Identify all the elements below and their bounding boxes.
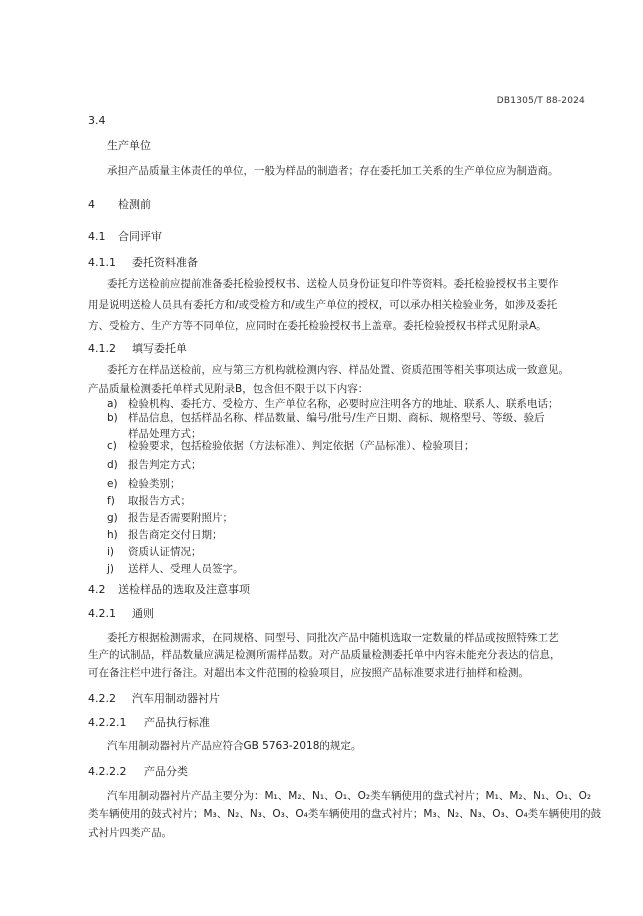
paragraph-line: 汽车用制动器衬片产品主要分为：M₁、M₂、N₁、O₁、O₂类车辆使用的盘式衬片；M₁、M₂、N₁、O₁、O₂ — [107, 790, 592, 802]
list-text: 报告判定方式； — [128, 459, 202, 471]
paragraph-line: 方、受检方、生产方等不同单位，应同时在委托检验授权书上盖章。委托检验授权书样式见附录A。 — [88, 320, 547, 332]
list-text: 送样人、受理人员签字。 — [128, 563, 244, 575]
section-4-2-2-1-heading — [88, 714, 210, 730]
section-title: 送检样品的选取及注意事项 — [118, 583, 250, 596]
list-item — [107, 455, 202, 476]
list-label: i) — [107, 546, 115, 558]
list-text: 取报告方式； — [128, 495, 191, 507]
section-4-1-heading — [88, 228, 162, 244]
section-number: 4.2 — [88, 583, 106, 596]
list-label: a) — [107, 398, 118, 410]
paragraph-line: 委托方送检前应提前准备委托检验授权书、送检人员身份证复印件等资料。委托检验授权书主要作 — [107, 278, 559, 290]
section-number: 4.1.1 — [88, 256, 116, 269]
paragraph-line: 汽车用制动器衬片产品应符合GB 5763-2018的规定。 — [107, 740, 362, 752]
section-title: 汽车用制动器衬片 — [132, 692, 220, 705]
list-label: b) — [107, 412, 118, 424]
list-label: f) — [107, 495, 115, 507]
list-label: j) — [107, 563, 115, 575]
paragraph-line: 委托方在样品送检前，应与第三方机构就检测内容、样品处置、资质范围等相关事项达成一致意见。 — [107, 364, 569, 376]
section-number: 4.1 — [88, 230, 106, 243]
section-4-2-2-2-heading — [88, 763, 188, 779]
section-3-4-number: 3.4 — [88, 114, 106, 127]
list-text: 样品信息，包括样品名称、样品数量、编号/批号/生产日期、商标、规格型号、等级、验后 — [128, 412, 545, 424]
list-item-continuation: 样品处理方式； — [128, 428, 202, 440]
section-title: 委托资料准备 — [132, 256, 198, 269]
list-item — [107, 559, 244, 580]
list-label: c) — [107, 440, 117, 452]
paragraph-line: 可在备注栏中进行备注。对超出本文件范围的检验项目，应按照产品标准要求进行抽样和检测。 — [88, 667, 529, 679]
section-title: 通则 — [132, 607, 154, 620]
list-item — [107, 436, 475, 457]
list-text: 检验类别； — [128, 478, 181, 490]
section-title: 产品执行标准 — [144, 716, 210, 729]
list-text: 报告商定交付日期； — [128, 529, 223, 541]
section-title: 检测前 — [118, 198, 151, 211]
list-label: e) — [107, 478, 118, 490]
section-number: 4 — [88, 198, 95, 211]
paragraph-line: 产品质量检测委托单样式见附录B，包含但不限于以下内容： — [88, 383, 369, 395]
section-3-4-definition: 承担产品质量主体责任的单位，一般为样品的制造者；存在委托加工关系的生产单位应为制造商。 — [107, 165, 559, 177]
list-text: 检验机构、委托方、受检方、生产单位名称，必要时应注明各方的地址、联系人、联系电话； — [128, 398, 559, 410]
section-4-1-2-heading — [88, 340, 187, 356]
list-text: 报告是否需要附照片； — [128, 512, 233, 524]
standard-number: DB1305/T 88-2024 — [496, 96, 585, 106]
section-title: 填写委托单 — [132, 342, 187, 355]
section-4-1-1-heading — [88, 254, 198, 270]
section-3-4-term: 生产单位 — [107, 139, 151, 152]
section-4-2-heading — [88, 581, 250, 597]
section-4-heading — [88, 196, 151, 212]
section-number: 4.1.2 — [88, 342, 116, 355]
section-4-2-1-heading — [88, 605, 154, 621]
paragraph-line: 式衬片四类产品。 — [88, 827, 172, 839]
section-title: 产品分类 — [144, 765, 188, 778]
paragraph-line: 类车辆使用的鼓式衬片；M₃、N₂、N₃、O₃、O₄类车辆使用的盘式衬片；M₃、N₂、N₃、O₃、O₄类车辆使用的鼓 — [88, 808, 602, 820]
list-label: d) — [107, 459, 118, 471]
list-text: 资质认证情况； — [128, 546, 202, 558]
list-text: 检验要求，包括检验依据（方法标准）、判定依据（产品标准）、检验项目； — [128, 440, 475, 452]
section-number: 4.2.1 — [88, 607, 116, 620]
section-number: 4.2.2.1 — [88, 716, 127, 729]
paragraph-line: 用是说明送检人员具有委托方和/或受检方和/或生产单位的授权，可以承办相关检验业务，如涉及委托 — [88, 299, 558, 311]
paragraph-line: 生产的试制品，样品数量应满足检测所需样品数。对产品质量检测委托单中内容未能充分表达的信息， — [88, 649, 561, 661]
list-label: h) — [107, 529, 118, 541]
section-title: 合同评审 — [118, 230, 162, 243]
section-4-2-2-heading — [88, 690, 220, 706]
paragraph-line: 委托方根据检测需求，在同规格、同型号、同批次产品中随机选取一定数量的样品或按照特殊工艺 — [107, 632, 559, 644]
section-number: 4.2.2.2 — [88, 765, 127, 778]
section-number: 4.2.2 — [88, 692, 116, 705]
list-label: g) — [107, 512, 118, 524]
